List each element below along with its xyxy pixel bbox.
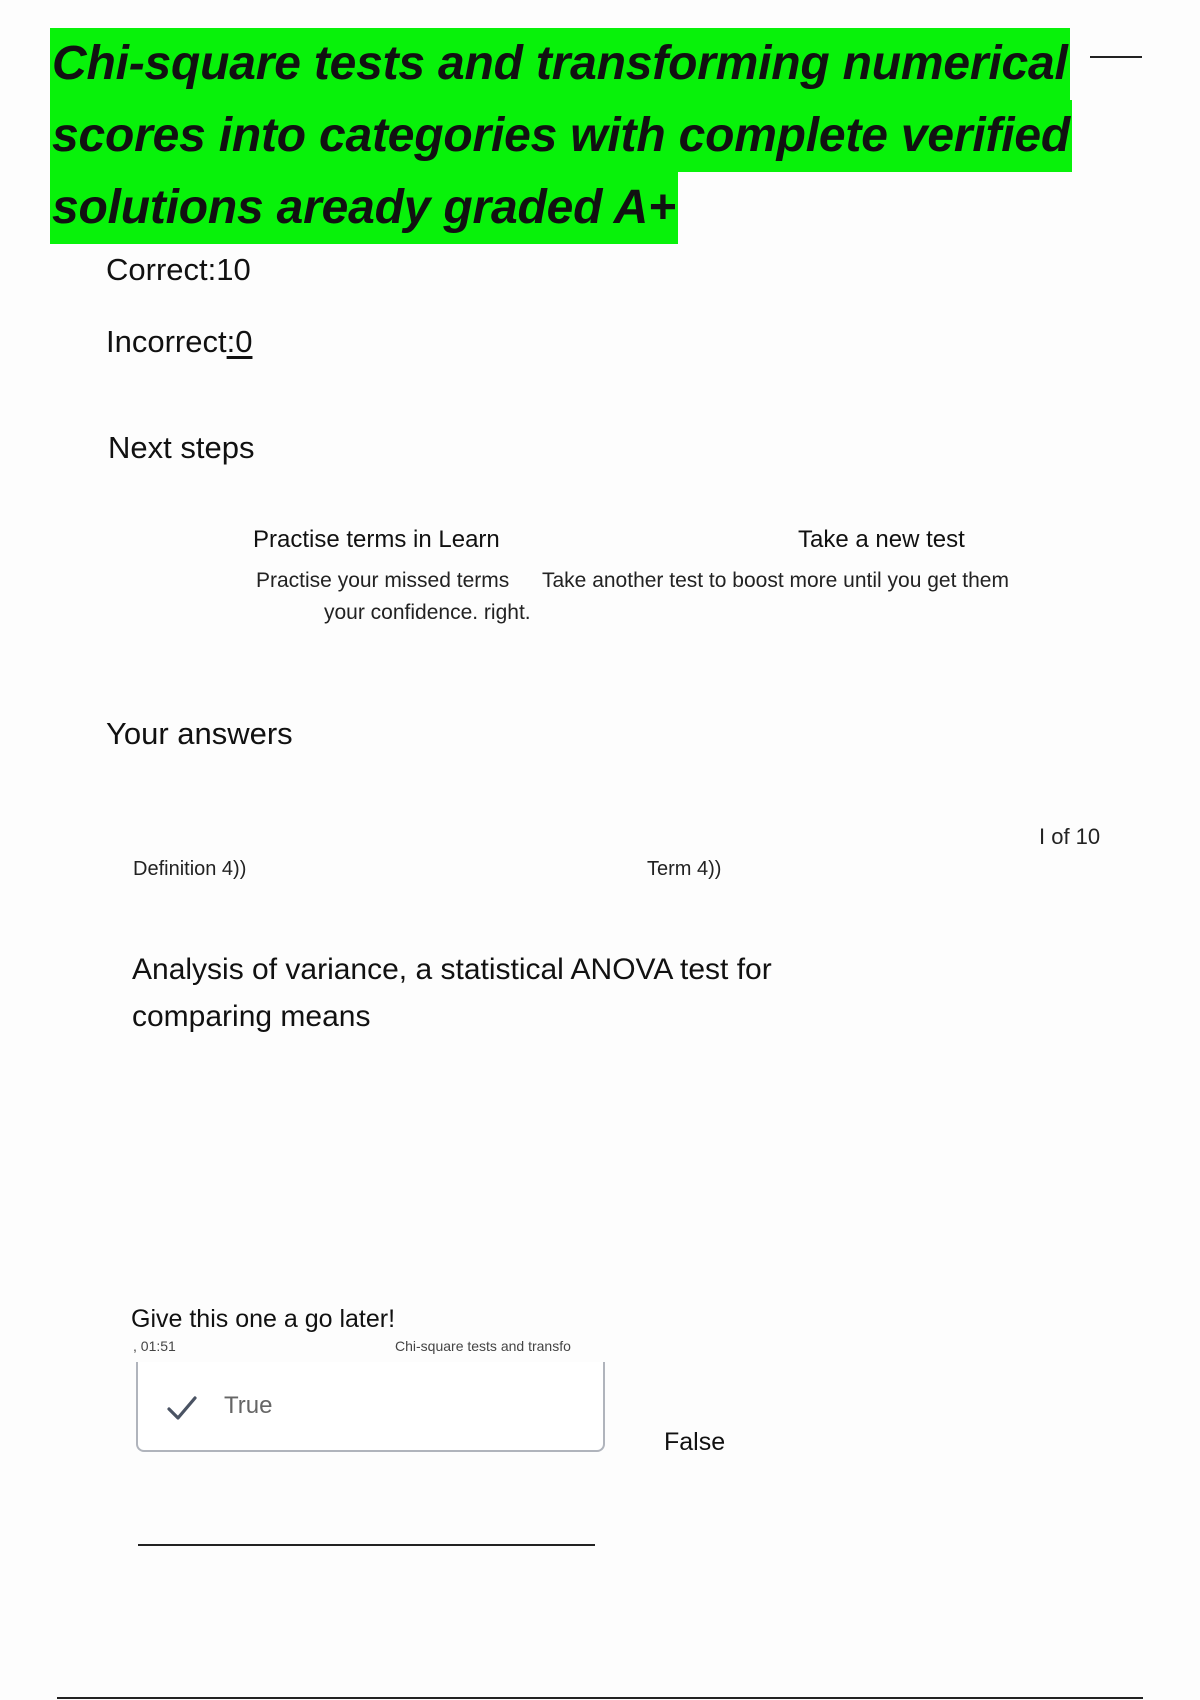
title-rule <box>1090 56 1142 58</box>
question-text: Analysis of variance, a statistical ANOVA test for comparing means <box>132 953 772 1033</box>
option-true-label: True <box>224 1392 273 1419</box>
incorrect-count <box>106 324 252 360</box>
document-title <box>50 28 1140 244</box>
practise-learn-desc-1: Practise your missed terms <box>256 569 510 592</box>
term-label: Term 4)) <box>647 858 722 880</box>
new-test-link[interactable]: Take a new test <box>798 526 965 553</box>
answer-divider <box>138 1544 595 1546</box>
incorrect-label: Incorrect <box>106 324 227 359</box>
answer-option-true[interactable] <box>136 1362 605 1452</box>
timestamp: , 01:51 <box>133 1338 176 1354</box>
new-test-desc: Take another test to boost more until you get them <box>542 569 1009 592</box>
correct-label: Correct: <box>106 252 217 287</box>
title-line-2: scores into categories with complete verified <box>50 100 1072 172</box>
incorrect-value: :0 <box>226 324 253 359</box>
question-counter: I of 10 <box>1039 824 1101 849</box>
page-bottom-rule <box>57 1697 1143 1699</box>
give-later-hint: Give this one a go later! <box>131 1305 396 1333</box>
correct-count <box>106 252 251 288</box>
your-answers-heading: Your answers <box>106 716 293 751</box>
practise-learn-desc-2: your confidence. right. <box>324 601 531 624</box>
correct-value: 10 <box>216 252 251 287</box>
title-line-3: solutions aready graded A+ <box>50 172 678 244</box>
practise-learn-link[interactable]: Practise terms in Learn <box>253 526 500 553</box>
answer-option-false[interactable]: False <box>664 1428 726 1456</box>
title-line-1: Chi-square tests and transforming numerical <box>50 28 1070 100</box>
tab-title: Chi-square tests and transfo <box>395 1338 571 1354</box>
checkmark-icon <box>166 1392 198 1424</box>
next-steps-heading: Next steps <box>108 430 255 465</box>
definition-label: Definition 4)) <box>133 858 247 880</box>
